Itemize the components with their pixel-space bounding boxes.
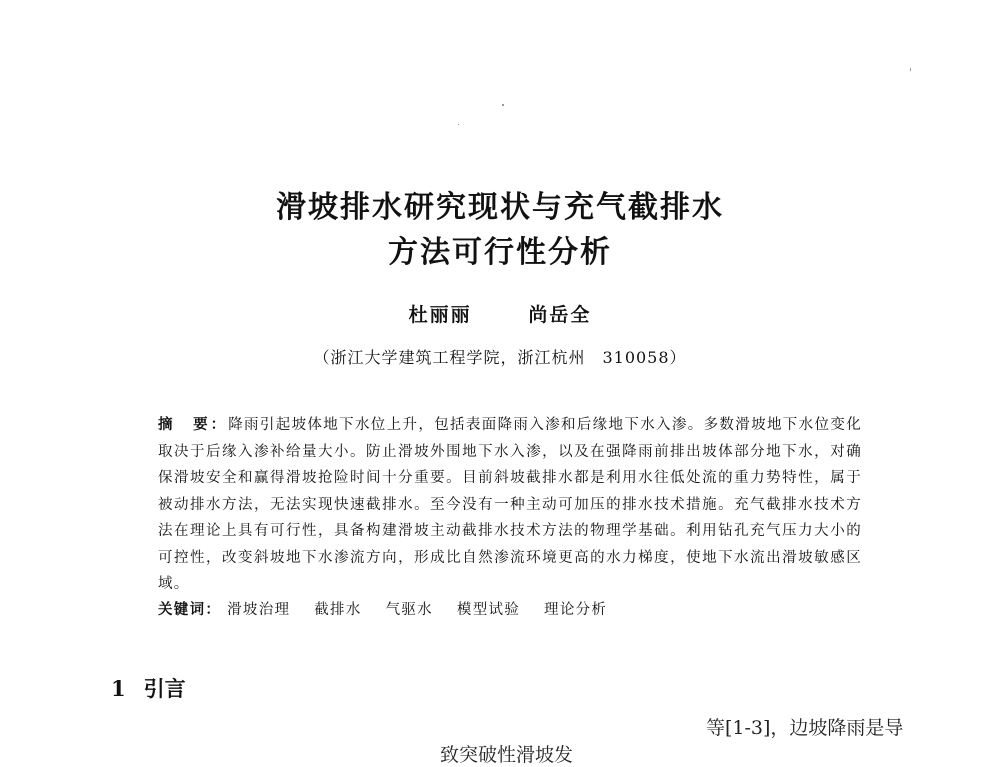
scan-speck bbox=[458, 124, 459, 125]
paper-title-line-1: 滑坡排水研究现状与充气截排水 bbox=[276, 190, 724, 225]
section-title: 引言 bbox=[143, 677, 186, 701]
body-text-cut-line: 等[1-3]，边坡降雨是导致突破性滑坡发 bbox=[440, 717, 904, 766]
scan-speck bbox=[910, 68, 911, 71]
keyword: 气驱水 bbox=[385, 602, 433, 618]
section-number: 1 bbox=[111, 676, 126, 701]
keyword: 截排水 bbox=[314, 602, 362, 618]
paper-title-line-2: 方法可行性分析 bbox=[388, 235, 612, 270]
keywords bbox=[158, 598, 862, 619]
section-heading bbox=[111, 673, 186, 703]
author-name: 杜丽丽 bbox=[408, 304, 472, 326]
author-list bbox=[0, 300, 1000, 327]
affiliation: （浙江大学建筑工程学院，浙江杭州 310058） bbox=[313, 348, 687, 367]
scan-speck bbox=[502, 104, 504, 106]
keyword: 模型试验 bbox=[456, 602, 521, 618]
abstract-label: 摘 要： bbox=[158, 416, 229, 433]
keyword: 滑坡治理 bbox=[227, 602, 291, 618]
keywords-label: 关键词： bbox=[158, 601, 222, 618]
keyword: 理论分析 bbox=[544, 602, 608, 618]
abstract-text: 降雨引起坡体地下水位上升，包括表面降雨入渗和后缘地下水入渗。多数滑坡地下水位变化取决于后缘入渗补给量大小。防止滑坡外围地下水入渗，以及在强降雨前排出坡体部分地下水，对确保滑坡安全和赢得滑坡抢险时间十分重要。目前斜坡截排水都是利用水往低处流的重力势特性，属于被动排水方法，无法实现快速截排水。至今没有一种主动可加压的排水技术措施。充气截排水技术方法在理论上具有可行性，具备构建滑坡主动截排水技术方法的物理学基础。利用钻孔充气压力大小的可控性，改变斜坡地下水渗流方向，形成比自然渗流环境更高的水力梯度，使地下水流出滑坡敏感区域。 bbox=[158, 417, 862, 592]
abstract bbox=[158, 412, 862, 598]
author-name: 尚岳全 bbox=[528, 304, 592, 326]
